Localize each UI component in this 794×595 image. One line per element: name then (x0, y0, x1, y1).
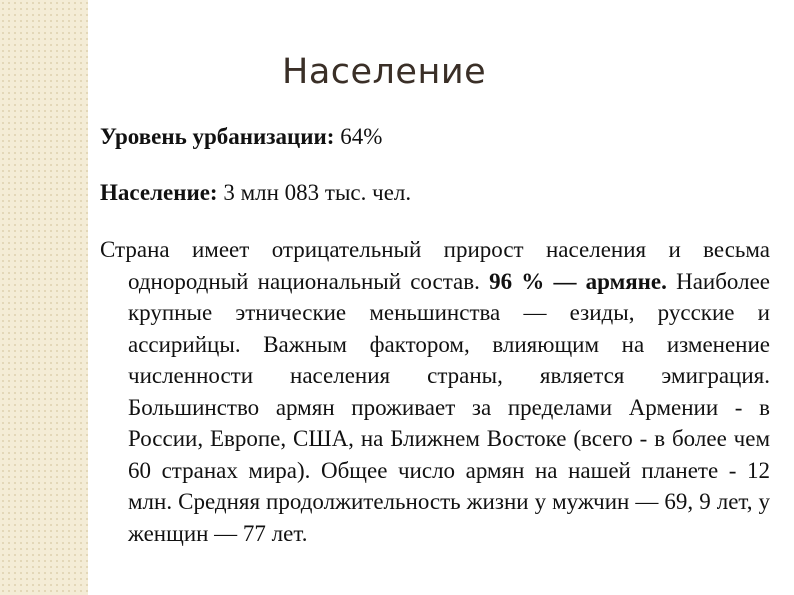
population-label: Население: (100, 180, 218, 205)
population-line (100, 178, 770, 208)
slide-title: Население (282, 52, 487, 92)
population-value: 3 млн 083 тыс. чел. (217, 180, 412, 205)
urbanization-line (100, 122, 770, 152)
body-paragraph (100, 234, 770, 549)
slide-content (100, 122, 770, 549)
body-text-intro: Страна имеет отрицательный прирост населения и весьма однородный национальный состав. (100, 237, 770, 294)
body-text-rest: Наиболее крупные этнические меньшинства — езиды, русские и ассирийцы. Важным фактором, влияющим на изменение численности населения страны, является эмиграция. Большинство армян проживает за пределами Армении - в России, Европе, США, на Ближнем Востоке (всего - в более чем 60 странах мира). Общее число армян на нашей планете - 12 млн. Средняя продолжительность жизни у мужчин — 69, 9 лет, у женщин — 77 лет. (128, 268, 770, 546)
urbanization-value: 64% (334, 124, 383, 149)
decorative-side-strip (0, 0, 88, 595)
body-text-highlight: 96 % — армяне. (489, 268, 667, 294)
urbanization-label: Уровень урбанизации: (100, 124, 335, 149)
